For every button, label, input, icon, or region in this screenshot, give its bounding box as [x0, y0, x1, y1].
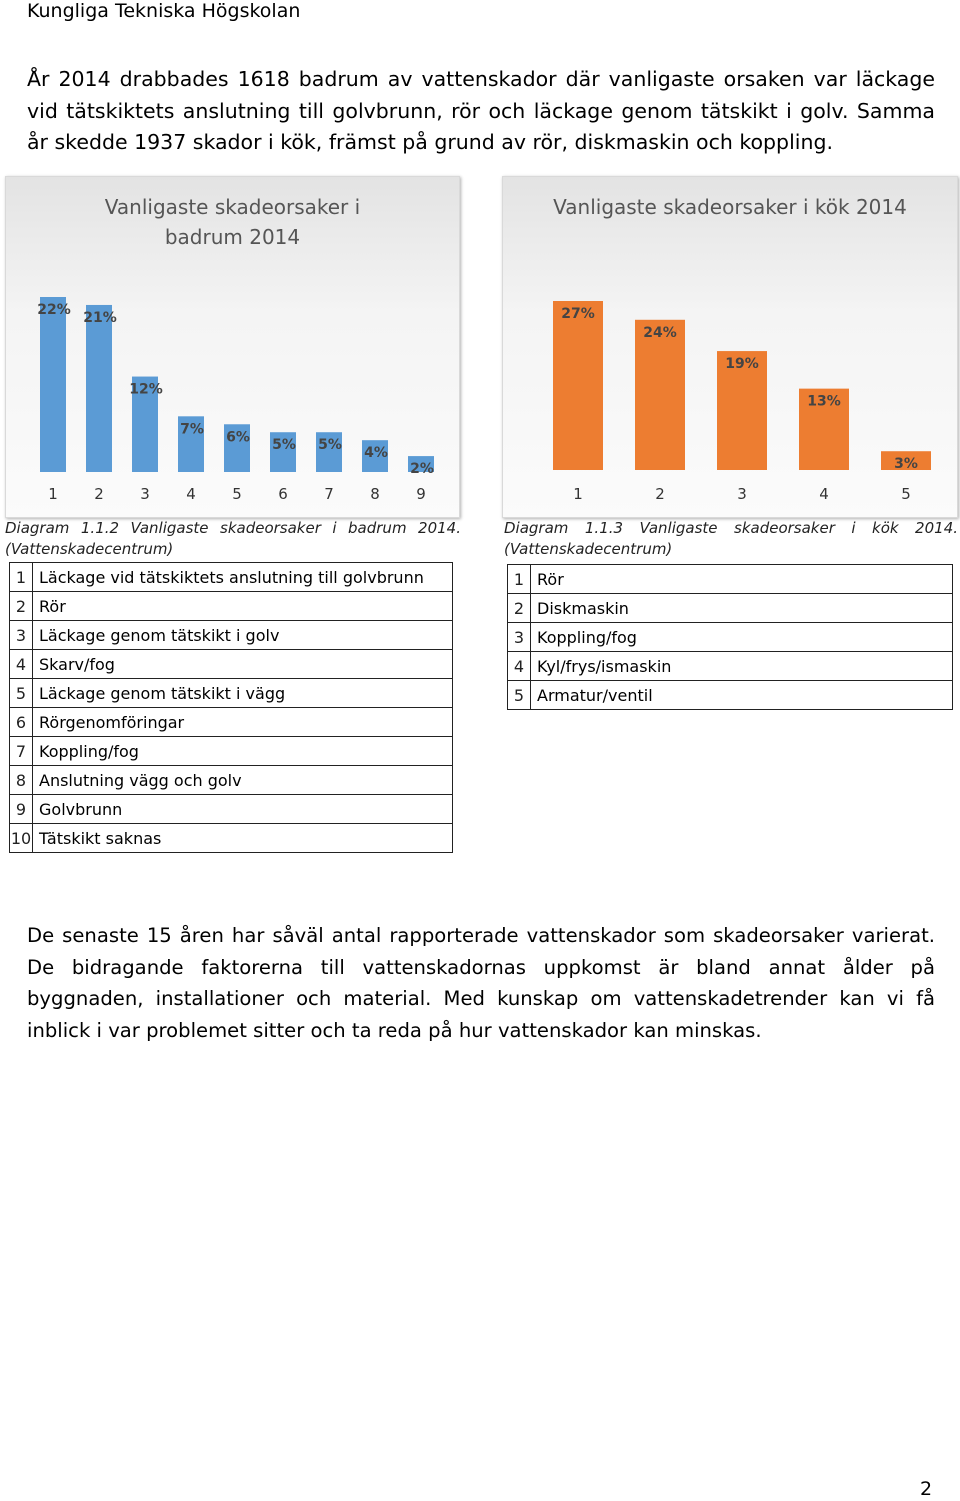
- x-tick-label: 5: [901, 485, 911, 503]
- legend-number: 5: [10, 679, 33, 708]
- legend-label: Koppling/fog: [33, 737, 453, 766]
- legend-number: 1: [10, 563, 33, 592]
- x-tick-label: 1: [48, 485, 58, 503]
- x-tick-label: 7: [324, 485, 334, 503]
- legend-label: Rör: [33, 592, 453, 621]
- legend-row: [10, 766, 453, 795]
- data-label: 5%: [318, 437, 342, 454]
- legend-number: 9: [10, 795, 33, 824]
- data-label: 2%: [410, 461, 434, 478]
- legend-row: [10, 737, 453, 766]
- bathroom-chart-svg: [6, 177, 459, 517]
- data-label: 22%: [37, 302, 71, 318]
- legend-row: [10, 650, 453, 679]
- legend-label: Kyl/frys/ismaskin: [531, 652, 953, 681]
- legend-label: Läckage genom tätskikt i golv: [33, 621, 453, 650]
- bathroom-chart: [5, 176, 460, 518]
- legend-number: 2: [10, 592, 33, 621]
- legend-row: [10, 592, 453, 621]
- legend-label: Koppling/fog: [531, 623, 953, 652]
- data-label: 19%: [725, 356, 759, 373]
- x-tick-label: 6: [278, 485, 288, 503]
- legend-row: [508, 652, 953, 681]
- bar: [635, 320, 685, 470]
- legend-number: 1: [508, 565, 531, 594]
- legend-label: Läckage genom tätskikt i vägg: [33, 679, 453, 708]
- page-header: Kungliga Tekniska Högskolan: [27, 0, 301, 22]
- legend-label: Skarv/fog: [33, 650, 453, 679]
- data-label: 24%: [643, 324, 677, 341]
- kitchen-chart: [502, 176, 958, 518]
- data-label: 12%: [129, 381, 163, 398]
- bar: [553, 301, 603, 470]
- bathroom-legend-table: [9, 562, 453, 853]
- legend-label: Golvbrunn: [33, 795, 453, 824]
- x-tick-label: 9: [416, 485, 426, 503]
- x-tick-label: 3: [140, 485, 150, 503]
- data-label: 7%: [180, 421, 204, 438]
- legend-row: [10, 563, 453, 592]
- legend-number: 2: [508, 594, 531, 623]
- legend-row: [10, 621, 453, 650]
- legend-row: [10, 708, 453, 737]
- legend-row: [508, 565, 953, 594]
- x-tick-label: 5: [232, 485, 242, 503]
- page-number: 2: [920, 1478, 933, 1500]
- data-label: 3%: [894, 456, 918, 473]
- legend-row: [508, 681, 953, 710]
- data-label: 5%: [272, 437, 296, 454]
- kitchen-chart-title: Vanligaste skadeorsaker i kök 2014: [553, 195, 907, 219]
- legend-number: 5: [508, 681, 531, 710]
- legend-row: [10, 824, 453, 853]
- legend-number: 3: [508, 623, 531, 652]
- data-label: 27%: [561, 306, 595, 322]
- data-label: 6%: [226, 429, 250, 446]
- legend-row: [508, 594, 953, 623]
- legend-row: [10, 795, 453, 824]
- legend-number: 6: [10, 708, 33, 737]
- kitchen-chart-svg: [503, 177, 957, 517]
- legend-row: [508, 623, 953, 652]
- legend-number: 8: [10, 766, 33, 795]
- legend-label: Anslutning vägg och golv: [33, 766, 453, 795]
- data-label: 21%: [83, 309, 117, 326]
- kitchen-chart-caption: Diagram 1.1.3 Vanligaste skadeorsaker i kök 2014. (Vattenskadecentrum): [504, 519, 958, 558]
- x-tick-label: 1: [573, 485, 583, 503]
- intro-paragraph: År 2014 drabbades 1618 badrum av vattenskador där vanligaste orsaken var läckage vid tätskiktets anslutning till golvbrunn, rör och läckage genom tätskikt i golv. Samma år skedde 1937 skador i kök, främst på grund av rör, diskmaskin och koppling.: [27, 67, 935, 154]
- legend-label: Rör: [531, 565, 953, 594]
- legend-number: 4: [508, 652, 531, 681]
- legend-label: Tätskikt saknas: [33, 824, 453, 853]
- bar: [86, 305, 112, 472]
- legend-label: Armatur/ventil: [531, 681, 953, 710]
- legend-number: 7: [10, 737, 33, 766]
- x-tick-label: 4: [186, 485, 196, 503]
- x-tick-label: 2: [94, 485, 104, 503]
- bar: [40, 297, 66, 472]
- closing-paragraph: De senaste 15 åren har såväl antal rapporterade vattenskador som skadeorsaker varierat. De bidragande faktorerna till vattenskadornas uppkomst är bland annat ålder på byggnaden, installationer och material. Med kunskap om vattenskadetrender kan vi få inblick i var problemet sitter och ta reda på hur vattenskador kan minskas.: [27, 924, 935, 1042]
- data-label: 13%: [807, 393, 841, 410]
- legend-row: [10, 679, 453, 708]
- bathroom-chart-title: Vanligaste skadeorsaker i badrum 2014: [104, 195, 361, 249]
- legend-number: 3: [10, 621, 33, 650]
- x-tick-label: 3: [737, 485, 747, 503]
- x-tick-label: 8: [370, 485, 380, 503]
- kitchen-legend-table: [507, 564, 953, 710]
- legend-label: Rörgenomföringar: [33, 708, 453, 737]
- bathroom-chart-caption: Diagram 1.1.2 Vanligaste skadeorsaker i badrum 2014.(Vattenskadecentrum): [5, 519, 461, 558]
- x-tick-label: 2: [655, 485, 665, 503]
- legend-label: Diskmaskin: [531, 594, 953, 623]
- data-label: 4%: [364, 445, 388, 462]
- x-tick-label: 4: [819, 485, 829, 503]
- legend-number: 10: [10, 824, 33, 853]
- legend-label: Läckage vid tätskiktets anslutning till golvbrunn: [33, 563, 453, 592]
- legend-number: 4: [10, 650, 33, 679]
